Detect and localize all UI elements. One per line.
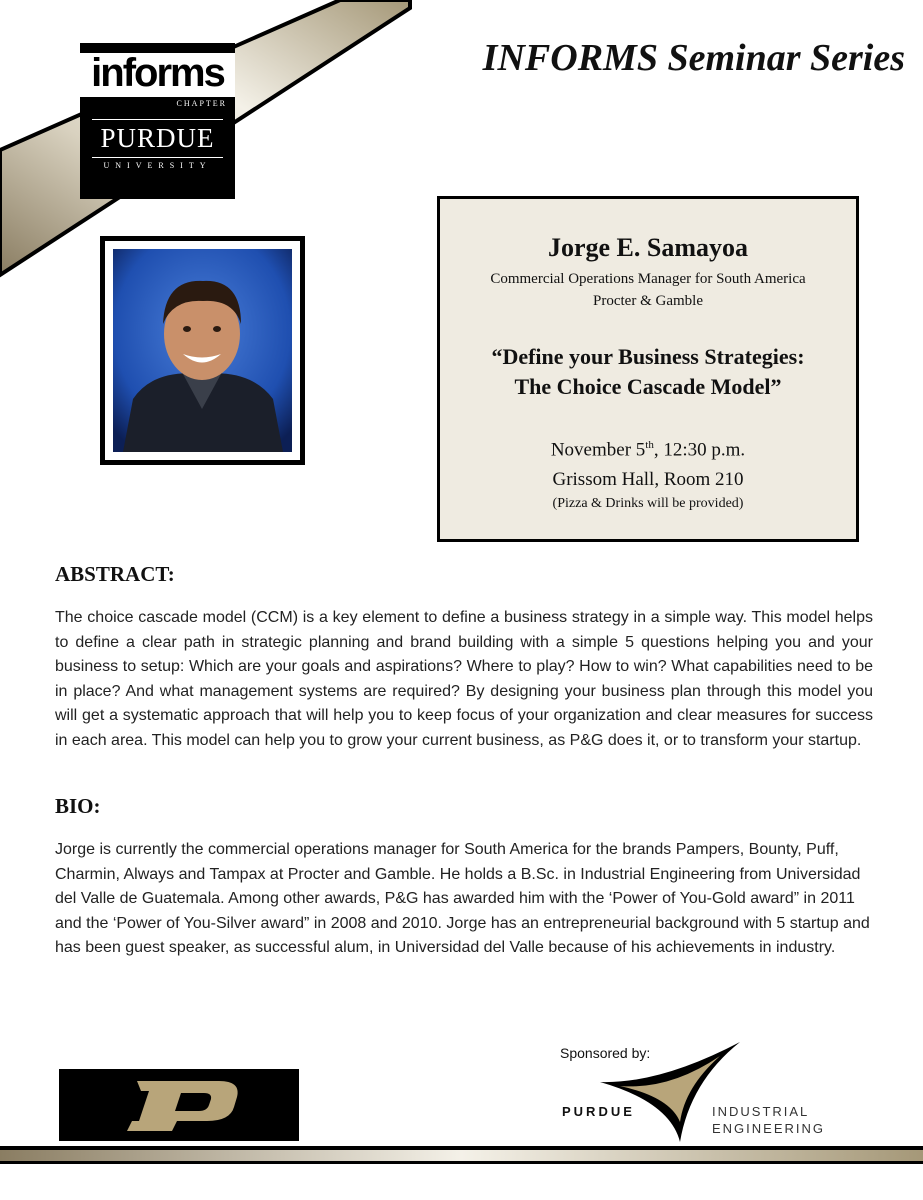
talk-note: (Pizza & Drinks will be provided) [552, 496, 744, 511]
bottom-decorative-rule [0, 1146, 923, 1166]
ie-purdue-text: PURDUE [562, 1104, 635, 1119]
logo-rule-bottom [92, 157, 223, 158]
logo-informs-text: informs [91, 51, 224, 95]
abstract-heading: ABSTRACT: [55, 562, 175, 586]
speaker-name: Jorge E. Samayoa [547, 233, 749, 262]
speaker-role: Commercial Operations Manager for South America [490, 271, 806, 287]
speaker-photo-frame [100, 236, 305, 465]
talk-title-line1: “Define your Business Strategies: [491, 344, 805, 369]
ie-engineering-text: ENGINEERING [712, 1121, 826, 1136]
logo-university-text: UNIVERSITY [103, 161, 212, 170]
purdue-p-logo-icon [59, 1069, 299, 1141]
informs-purdue-logo [80, 43, 235, 199]
logo-rule-top [92, 119, 223, 120]
talk-date [440, 439, 856, 461]
sponsored-by-label: Sponsored by: [560, 1045, 651, 1061]
speaker-portrait-icon [113, 249, 292, 452]
talk-location: Grissom Hall, Room 210 [552, 469, 744, 490]
logo-chapter-text: CHAPTER [176, 99, 227, 108]
bio-heading: BIO: [55, 794, 101, 818]
speaker-company: Procter & Gamble [593, 293, 703, 309]
talk-title [440, 342, 856, 402]
speaker-info-box [437, 196, 859, 542]
abstract-text: The choice cascade model (CCM) is a key element to define a business strategy in a simple way. This model helps to define a clear path in strategic planning and brand building with a simple 5 questions helping you and your business to setup: Which are your goals and aspirations? Where to play? How to win? What capabilities need to be in place? And what management systems are required? By designing your business plan through this model you will get a systematic approach that will help you to keep focus of your organization and clear measures for success in each area. This model can help you to grow your current business, as P&G does it, or to transform your startup. [55, 609, 873, 749]
talk-date-main: November 5 [550, 439, 646, 461]
talk-title-line2: The Choice Cascade Model” [514, 374, 782, 399]
purdue-p-logo [59, 1069, 299, 1141]
series-title: INFORMS Seminar Series [482, 37, 905, 79]
talk-date-time: , 12:30 p.m. [653, 439, 746, 461]
talk-date-sup: th [645, 439, 654, 451]
bio-text: Jorge is currently the commercial operations manager for South America for the brands Pampers, Bounty, Puff, Charmin, Always and Tampax at Procter and Gamble. He holds a B.Sc. in Industrial Engineering from Universidad del Valle de Guatemala. Among other awards, P&G has awarded him with the ‘Power of You-Gold award” in 2011 and the ‘Power of You-Silver award” in 2008 and 2010. Jorge has an entrepreneurial background with 5 startup and has been guest speaker, as successful alum, in Universidad del Valle because of his achievements in industry. [55, 841, 870, 956]
ie-industrial-text: INDUSTRIAL [712, 1104, 810, 1119]
logo-purdue-text: PURDUE [100, 123, 215, 153]
speaker-photo-mat [105, 241, 300, 460]
